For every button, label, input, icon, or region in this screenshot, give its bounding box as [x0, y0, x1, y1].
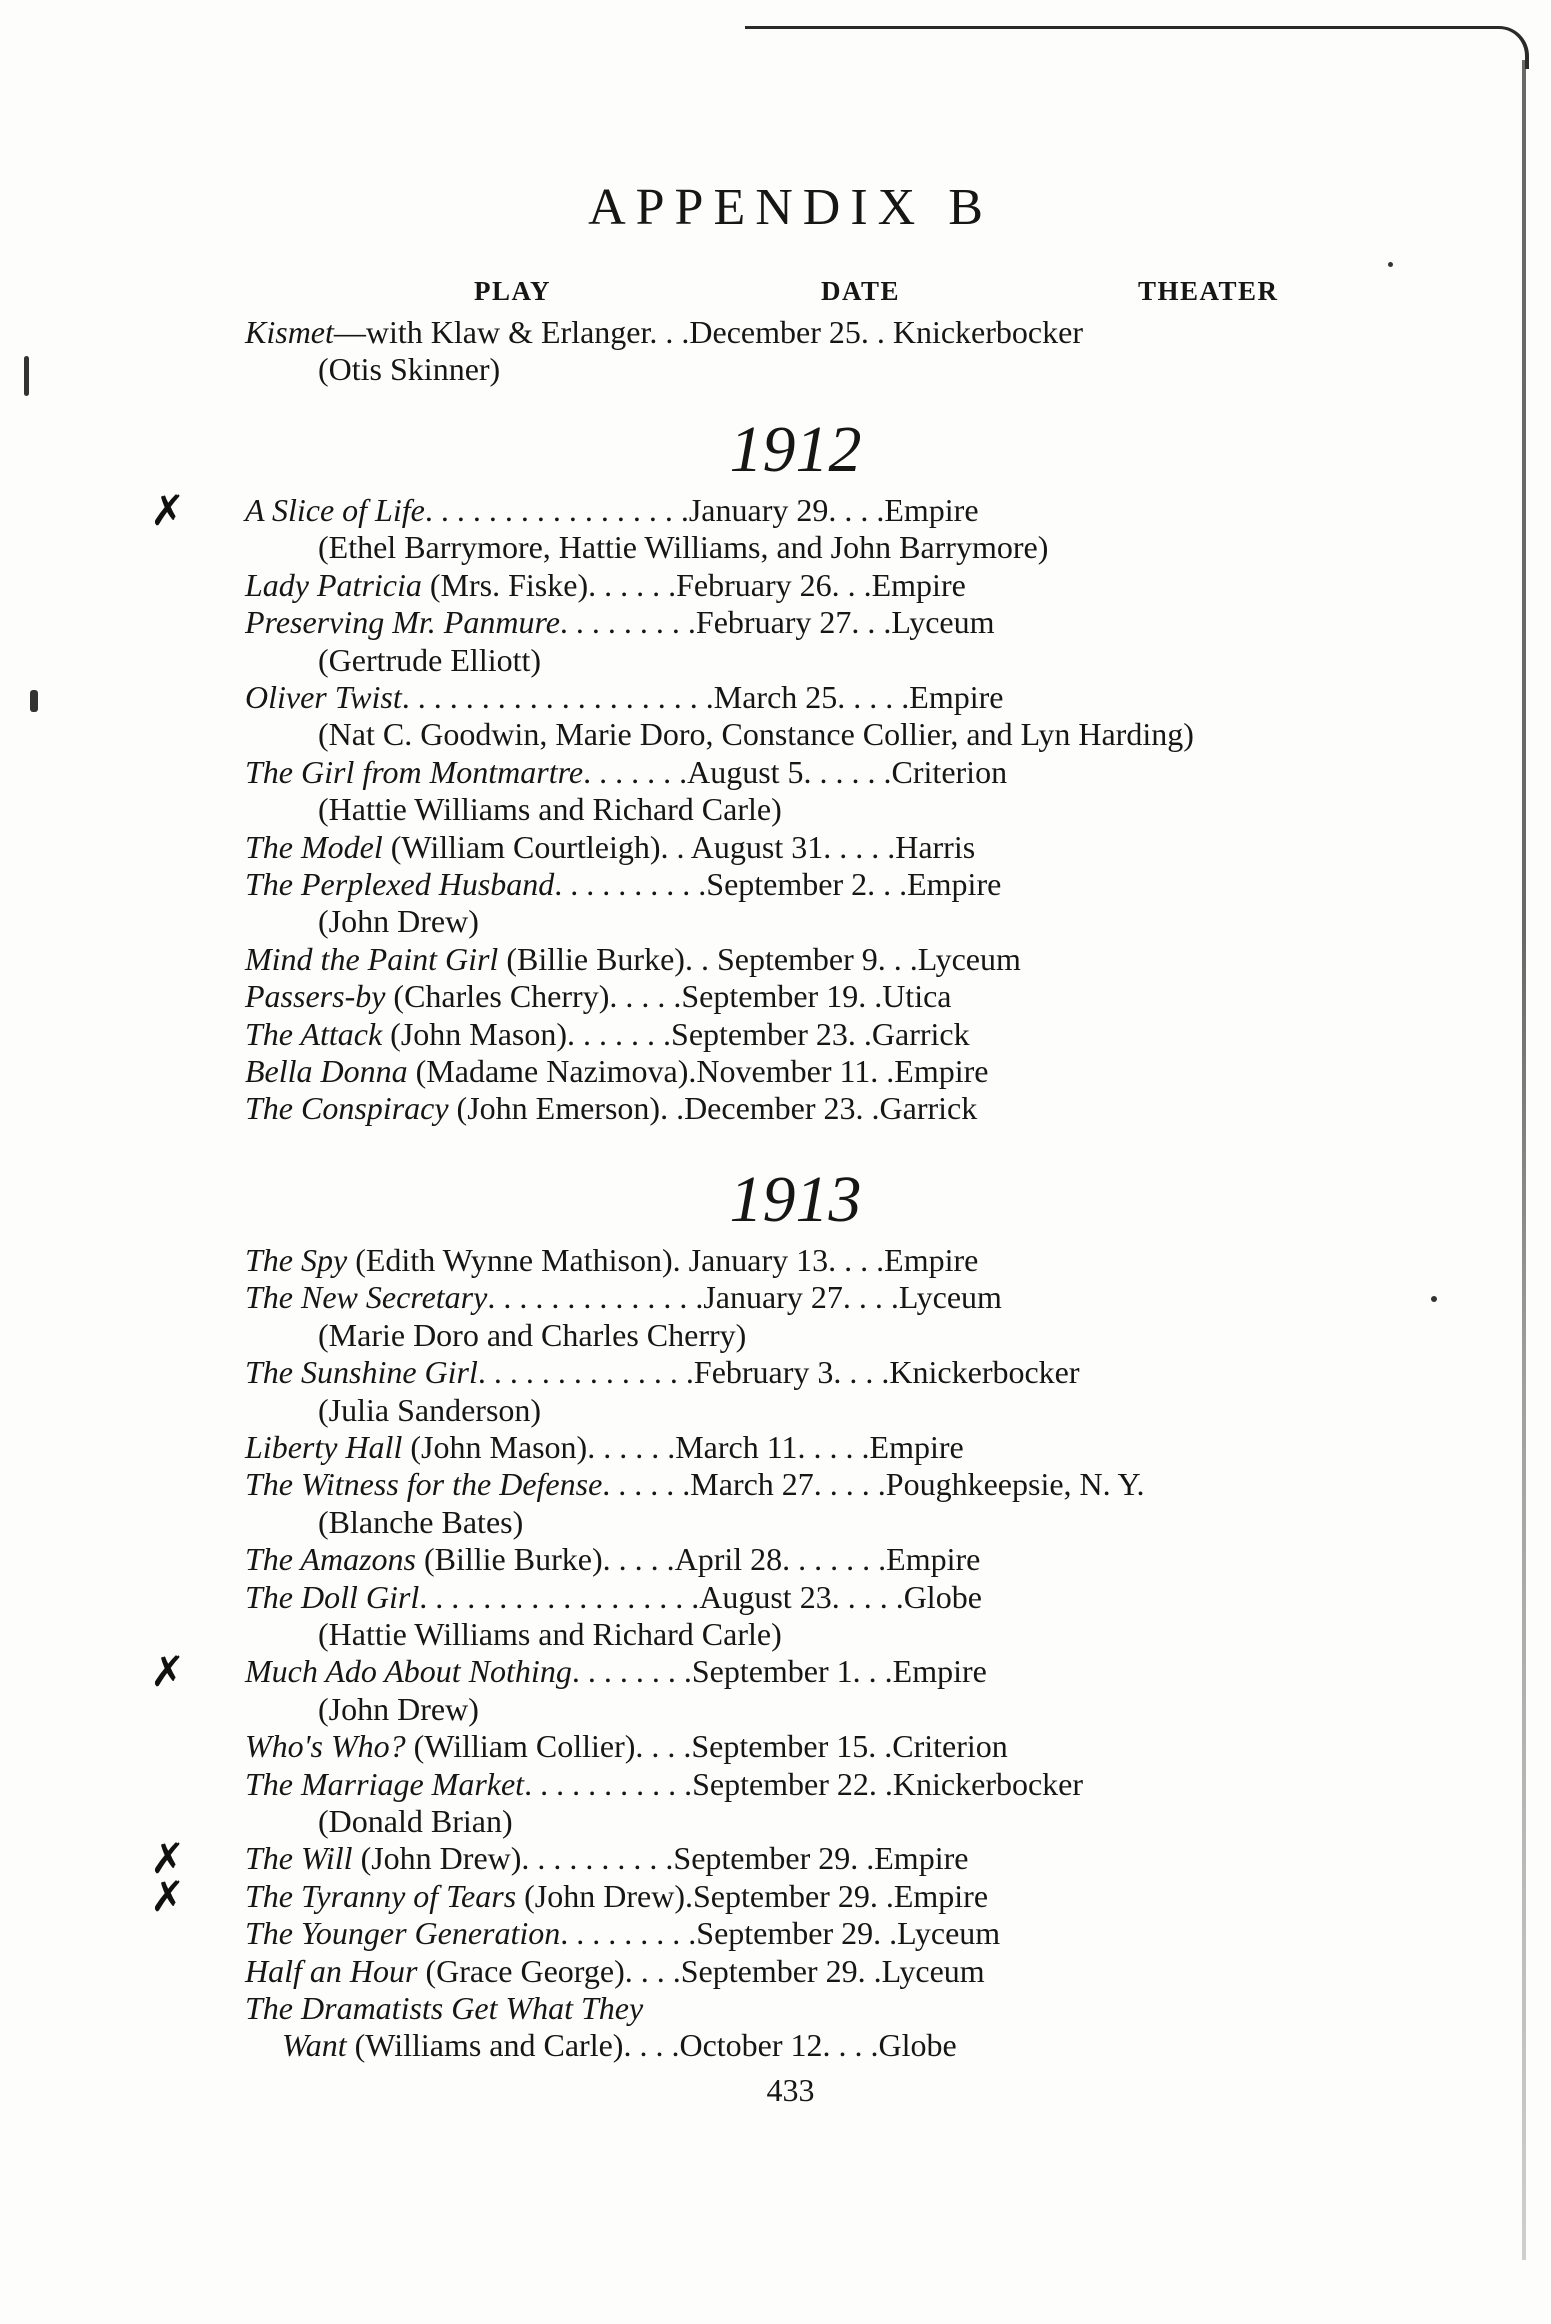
play-details: (Edith Wynne Mathison). January 13. . . .Empire — [347, 1242, 979, 1278]
appendix-title: APPENDIX B — [588, 179, 993, 236]
play-title: The Model — [245, 828, 383, 865]
play-entry — [245, 1877, 989, 1914]
play-details: (Williams and Carle). . . .October 12. . . .Globe — [346, 2027, 957, 2064]
margin-check-mark: ✗ — [150, 1834, 186, 1884]
play-entry — [245, 828, 976, 865]
play-title: Passers-by — [245, 978, 386, 1015]
play-title: Preserving Mr. Panmure — [245, 604, 560, 641]
cast-note: (Donald Brian) — [318, 1803, 513, 1839]
play-entry — [245, 868, 1001, 900]
margin-check-mark: ✗ — [150, 1647, 186, 1697]
column-header-date: DATE — [821, 276, 901, 306]
play-entry — [245, 1354, 1080, 1391]
play-title: Kismet — [245, 314, 334, 350]
play-entry — [245, 1015, 970, 1052]
play-title: Oliver Twist — [245, 679, 402, 715]
play-entry — [245, 681, 1003, 713]
play-entry — [245, 1992, 643, 2024]
cast-note: (John Drew) — [318, 1690, 479, 1727]
column-header-play: PLAY — [474, 276, 552, 306]
play-entry — [245, 1728, 1008, 1765]
play-entry — [245, 1244, 978, 1276]
play-entry — [245, 978, 952, 1015]
play-title: The Younger Generation — [245, 1915, 561, 1952]
play-title: Half an Hour — [245, 1952, 418, 1989]
play-title: The Marriage Market — [245, 1765, 525, 1802]
cast-note: (John Drew) — [318, 903, 479, 940]
cast-note: (Marie Doro and Charles Cherry) — [318, 1316, 747, 1353]
play-entry — [282, 2027, 957, 2064]
play-entry — [245, 1055, 988, 1087]
play-entry — [245, 1541, 981, 1578]
play-title: Bella Donna — [245, 1053, 408, 1089]
cast-note: (Nat C. Goodwin, Marie Doro, Constance Collier, and Lyn Harding) — [318, 716, 1194, 753]
play-title: Much Ado About Nothing — [245, 1653, 572, 1690]
play-details: (John Drew). . . . . . . . . .September 29. .Empire — [352, 1840, 969, 1877]
play-details: . . . . . . . . . .September 2. . .Empire — [554, 866, 1002, 902]
play-entry — [245, 1279, 1002, 1316]
cast-note: (Hattie Williams and Richard Carle) — [318, 791, 782, 828]
cast-note: (Otis Skinner) — [318, 351, 501, 388]
play-title: Mind the Paint Girl — [245, 940, 499, 977]
scan-speck — [1431, 1296, 1437, 1302]
cast-note: (Gertrude Elliott) — [318, 641, 542, 678]
play-title: Want — [282, 2027, 347, 2064]
year-heading: 1913 — [729, 1163, 862, 1236]
play-details: . . . . . . . .September 1. . .Empire — [571, 1653, 987, 1690]
margin-check-mark: ✗ — [150, 486, 186, 535]
play-title: The Dramatists Get What They — [245, 1990, 644, 2026]
play-title: The Witness for the Defense — [245, 1466, 603, 1503]
play-details: (John Drew).September 29. .Empire — [516, 1877, 989, 1914]
play-entry — [245, 1765, 1084, 1802]
play-details: (Grace George). . . .September 29. .Lyceum — [417, 1952, 985, 1989]
play-entry — [245, 566, 966, 603]
play-entry — [245, 753, 1008, 790]
play-details: . . . . . . . . .September 29. .Lyceum — [560, 1915, 1001, 1952]
play-details: (William Courtleigh). . August 31. . . . .Harris — [382, 828, 976, 865]
play-entry — [245, 604, 995, 641]
play-title: The Girl from Montmartre — [245, 753, 584, 790]
margin-check-mark: ✗ — [150, 1871, 186, 1921]
play-details: (John Mason). . . . . .March 11. . . . .Empire — [402, 1429, 964, 1465]
page-edge-shadow-right — [1522, 60, 1526, 2260]
play-title: The Sunshine Girl — [245, 1354, 478, 1391]
play-entry — [245, 1952, 985, 1989]
play-details: (John Emerson). .December 23. .Garrick — [448, 1090, 978, 1127]
play-entry — [245, 1431, 964, 1463]
play-entry — [245, 494, 979, 526]
play-entry — [245, 1840, 969, 1877]
column-header-theater: THEATER — [1138, 276, 1279, 306]
play-entry — [245, 1578, 982, 1615]
play-details: (Mrs. Fiske). . . . . .February 26. . .Empire — [421, 566, 966, 603]
play-details: . . . . . . . . . . . . . .February 3. . . .Knickerbocker — [477, 1354, 1080, 1391]
play-details: . . . . . . . . . . . . . . . . .January 29. . . .Empire — [424, 492, 979, 528]
cast-note: (Hattie Williams and Richard Carle) — [318, 1616, 782, 1652]
play-entry — [245, 1653, 987, 1690]
play-title: Who's Who? — [245, 1728, 406, 1765]
play-entry — [245, 940, 1021, 977]
play-details: . . . . . .March 27. . . . .Poughkeepsie, N. Y. — [602, 1466, 1145, 1503]
play-title: Liberty Hall — [245, 1429, 403, 1465]
play-details: —with Klaw & Erlanger. . .December 25. . Knickerbocker — [333, 314, 1083, 350]
play-entry — [245, 1466, 1145, 1503]
play-details: . . . . . . . . .February 27. . .Lyceum — [559, 604, 995, 641]
play-title: The Perplexed Husband — [245, 866, 555, 902]
play-title: The Tyranny of Tears — [245, 1877, 517, 1914]
play-details: (Billie Burke). . . . .April 28. . . . . . .Empire — [415, 1541, 981, 1578]
play-title: The Conspiracy — [245, 1090, 449, 1127]
play-entry — [245, 316, 1083, 348]
year-heading: 1912 — [729, 413, 862, 486]
play-details: . . . . . . . . . . . . . . . . . . . .March 25. . . . .Empire — [401, 679, 1004, 715]
play-details: . . . . . . . . . . . . . . . . . .August 23. . . . .Globe — [419, 1578, 982, 1615]
page-number: 433 — [766, 2072, 815, 2108]
play-title: The Spy — [245, 1242, 348, 1278]
play-details: (Billie Burke). . September 9. . .Lyceum — [498, 940, 1021, 977]
play-title: Lady Patricia — [245, 566, 422, 603]
play-details: (Madame Nazimova).November 11. .Empire — [407, 1053, 989, 1089]
play-details: (Charles Cherry). . . . .September 19. .Utica — [385, 978, 952, 1015]
play-title: The Amazons — [245, 1541, 416, 1578]
play-details: . . . . . . . . . . .September 22. .Knickerbocker — [524, 1765, 1084, 1802]
cast-note: (Blanche Bates) — [318, 1503, 524, 1540]
page-edge-shadow — [745, 26, 1529, 69]
play-title: The Will — [245, 1840, 353, 1877]
play-title: The Doll Girl — [245, 1578, 420, 1615]
play-entry — [245, 1090, 978, 1127]
scan-speck — [1388, 262, 1393, 267]
play-details: (John Mason). . . . . . .September 23. .Garrick — [382, 1015, 970, 1052]
play-title: The Attack — [245, 1015, 383, 1052]
play-title: The New Secretary — [245, 1279, 488, 1316]
scan-speck — [30, 690, 38, 712]
play-entry — [245, 1915, 1001, 1952]
scan-speck — [24, 356, 29, 396]
play-details: . . . . . . . . . . . . . .January 27. . . .Lyceum — [487, 1279, 1002, 1316]
play-details: (William Collier). . . .September 15. .Criterion — [405, 1728, 1008, 1765]
cast-note: (Ethel Barrymore, Hattie Williams, and John Barrymore) — [318, 529, 1049, 566]
cast-note: (Julia Sanderson) — [318, 1391, 542, 1428]
play-title: A Slice of Life — [245, 492, 425, 528]
play-details: . . . . . . .August 5. . . . . .Criterion — [583, 753, 1008, 790]
